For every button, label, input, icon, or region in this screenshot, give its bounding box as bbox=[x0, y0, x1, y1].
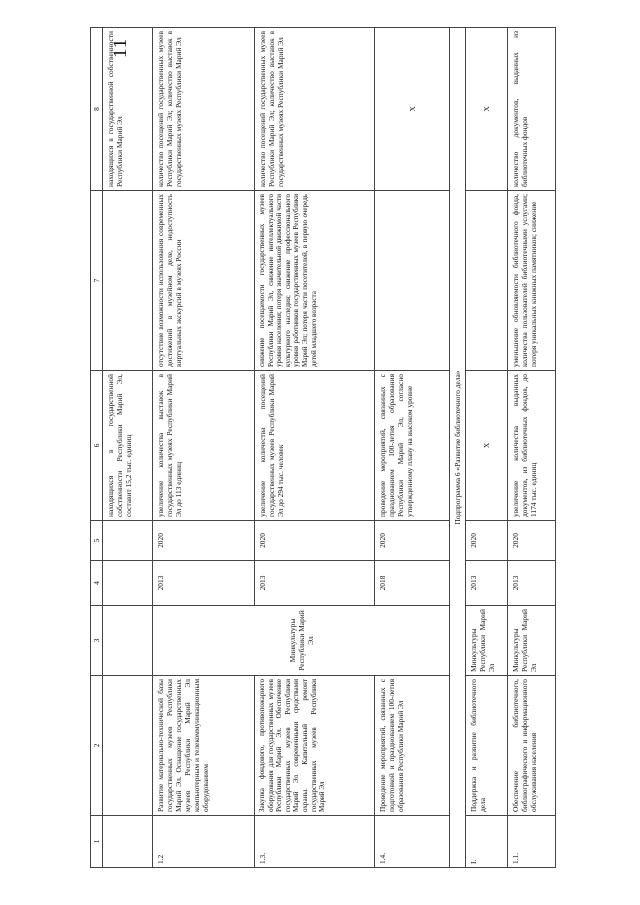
cell-result: проведение мероприятий, связанных с празднованием 100-летия образования Республики Марий Эл, согласно утвержденному плану на высоком уровне bbox=[375, 371, 450, 521]
cell-measure bbox=[103, 676, 153, 816]
measures-table bbox=[90, 27, 556, 868]
cell-num: 1.2 bbox=[153, 816, 255, 868]
cell-executor: Минкультуры Республики Марий Эл bbox=[508, 606, 556, 676]
cell-num: 1.3. bbox=[255, 816, 375, 868]
cell-start-year: 2018 bbox=[375, 561, 450, 606]
page-number: 11 bbox=[110, 37, 131, 58]
cell-result: увеличение количества посещений государственных музеев Республики Марий Эл до 294 тыс. человек bbox=[255, 371, 375, 521]
cell-indicators: X bbox=[375, 28, 450, 191]
cell-indicators: количество посещений государственных музеев Республики Марий Эл; количество выставок в государственных музеях Республики Марий Эл bbox=[255, 28, 375, 191]
cell-measure: Обеспечение библиотечного, библиографического и информационного обслуживания населения bbox=[508, 676, 556, 816]
col-header-7: 7 bbox=[91, 191, 103, 371]
table-row bbox=[255, 28, 375, 868]
cell-consequences: снижение посещаемости государственных музеев Республики Марий Эл, снижение интеллектуального уровня населения; потеря значительной движимой части культурного наследия; снижение профессионального уровня работников государственных музеев Республики Марий Эл; потеря части посетителей, в первую очередь детей младшего возраста bbox=[255, 191, 375, 371]
cell-result: увеличение количества выставок в государственных музеях Республики Марий Эл до 113 единиц bbox=[153, 371, 255, 521]
cell-num bbox=[103, 816, 153, 868]
cell-start-year bbox=[103, 561, 153, 606]
cell-consequences bbox=[375, 191, 450, 371]
cell-executor: Минкультуры Республики Марий Эл bbox=[466, 606, 508, 676]
subprogram-row bbox=[450, 28, 466, 868]
cell-start-year: 2013 bbox=[466, 561, 508, 606]
cell-measure: Проведение мероприятий, связанных с подготовкой и празднованием 100-летия образования Республики Марий Эл bbox=[375, 676, 450, 816]
cell-consequences bbox=[466, 191, 508, 371]
cell-consequences: отсутствие возможности использования современных достижений в музейном деле, недоступность виртуальных экскурсий в музеях России bbox=[153, 191, 255, 371]
table-row bbox=[153, 28, 255, 868]
col-header-4: 4 bbox=[91, 561, 103, 606]
subprogram-title: Подпрограмма 6 «Развитие библиотечного дела» bbox=[450, 28, 466, 868]
col-header-6: 6 bbox=[91, 371, 103, 521]
table-row bbox=[508, 28, 556, 868]
col-header-5: 5 bbox=[91, 521, 103, 561]
cell-end-year bbox=[103, 521, 153, 561]
cell-indicators: X bbox=[466, 28, 508, 191]
cell-end-year: 2020 bbox=[255, 521, 375, 561]
table-row bbox=[103, 28, 153, 868]
cell-result: увеличение количества выданных документов, из библиотечных фондов, до 1174 тыс. единиц bbox=[508, 371, 556, 521]
cell-end-year: 2020 bbox=[466, 521, 508, 561]
cell-consequences: уменьшение обновляемости библиотечного фонда, количества пользователей библиотечными услугами; потеря уникальных книжных памятников; снижение bbox=[508, 191, 556, 371]
cell-start-year: 2013 bbox=[153, 561, 255, 606]
col-header-8: 8 bbox=[91, 28, 103, 191]
cell-measure: Развитие материально-технической базы государственных музеев Республики Марий Эл. Оснащение государственных музеев Республики Марий Эл компьютерным и телекоммуникационным оборудованием bbox=[153, 676, 255, 816]
col-header-1: 1 bbox=[91, 816, 103, 868]
cell-end-year: 2020 bbox=[153, 521, 255, 561]
header-row bbox=[91, 28, 103, 868]
cell-result: X bbox=[466, 371, 508, 521]
cell-indicators: количество посещений государственных музеев Республики Марий Эл; количество выставок в государственных музеях Республики Марий Эл bbox=[153, 28, 255, 191]
cell-num: 1.1. bbox=[508, 816, 556, 868]
cell-result: находящихся в государственной собственности Республики Марий Эл, составит 15,2 тыс. единиц bbox=[103, 371, 153, 521]
cell-num: 1.4. bbox=[375, 816, 450, 868]
cell-measure: Поддержка и развитие библиотечного дела bbox=[466, 676, 508, 816]
cell-num: I. bbox=[466, 816, 508, 868]
cell-end-year: 2020 bbox=[508, 521, 556, 561]
col-header-2: 2 bbox=[91, 676, 103, 816]
cell-indicators: находящихся в государственной собственности Республики Марий Эл bbox=[103, 28, 153, 191]
cell-measure: Закупка фондового, противопожарного оборудования для государственных музеев Республики Марий Эл. Обеспечение государственных музеев Республики Марий Эл современными средствами охраны. Капитальный ремонт государственных музеев Республики Марий Эл bbox=[255, 676, 375, 816]
table-row bbox=[466, 28, 508, 868]
cell-start-year: 2013 bbox=[255, 561, 375, 606]
cell-indicators: количество документов, выданных из библиотечных фондов bbox=[508, 28, 556, 191]
cell-executor-merged: Минкультуры Республики Марий Эл bbox=[153, 606, 450, 676]
cell-executor bbox=[103, 606, 153, 676]
cell-end-year: 2020 bbox=[375, 521, 450, 561]
col-header-3: 3 bbox=[91, 606, 103, 676]
document-table-rotated bbox=[90, 28, 550, 868]
table-row bbox=[375, 28, 450, 868]
cell-consequences bbox=[103, 191, 153, 371]
cell-start-year: 2013 bbox=[508, 561, 556, 606]
